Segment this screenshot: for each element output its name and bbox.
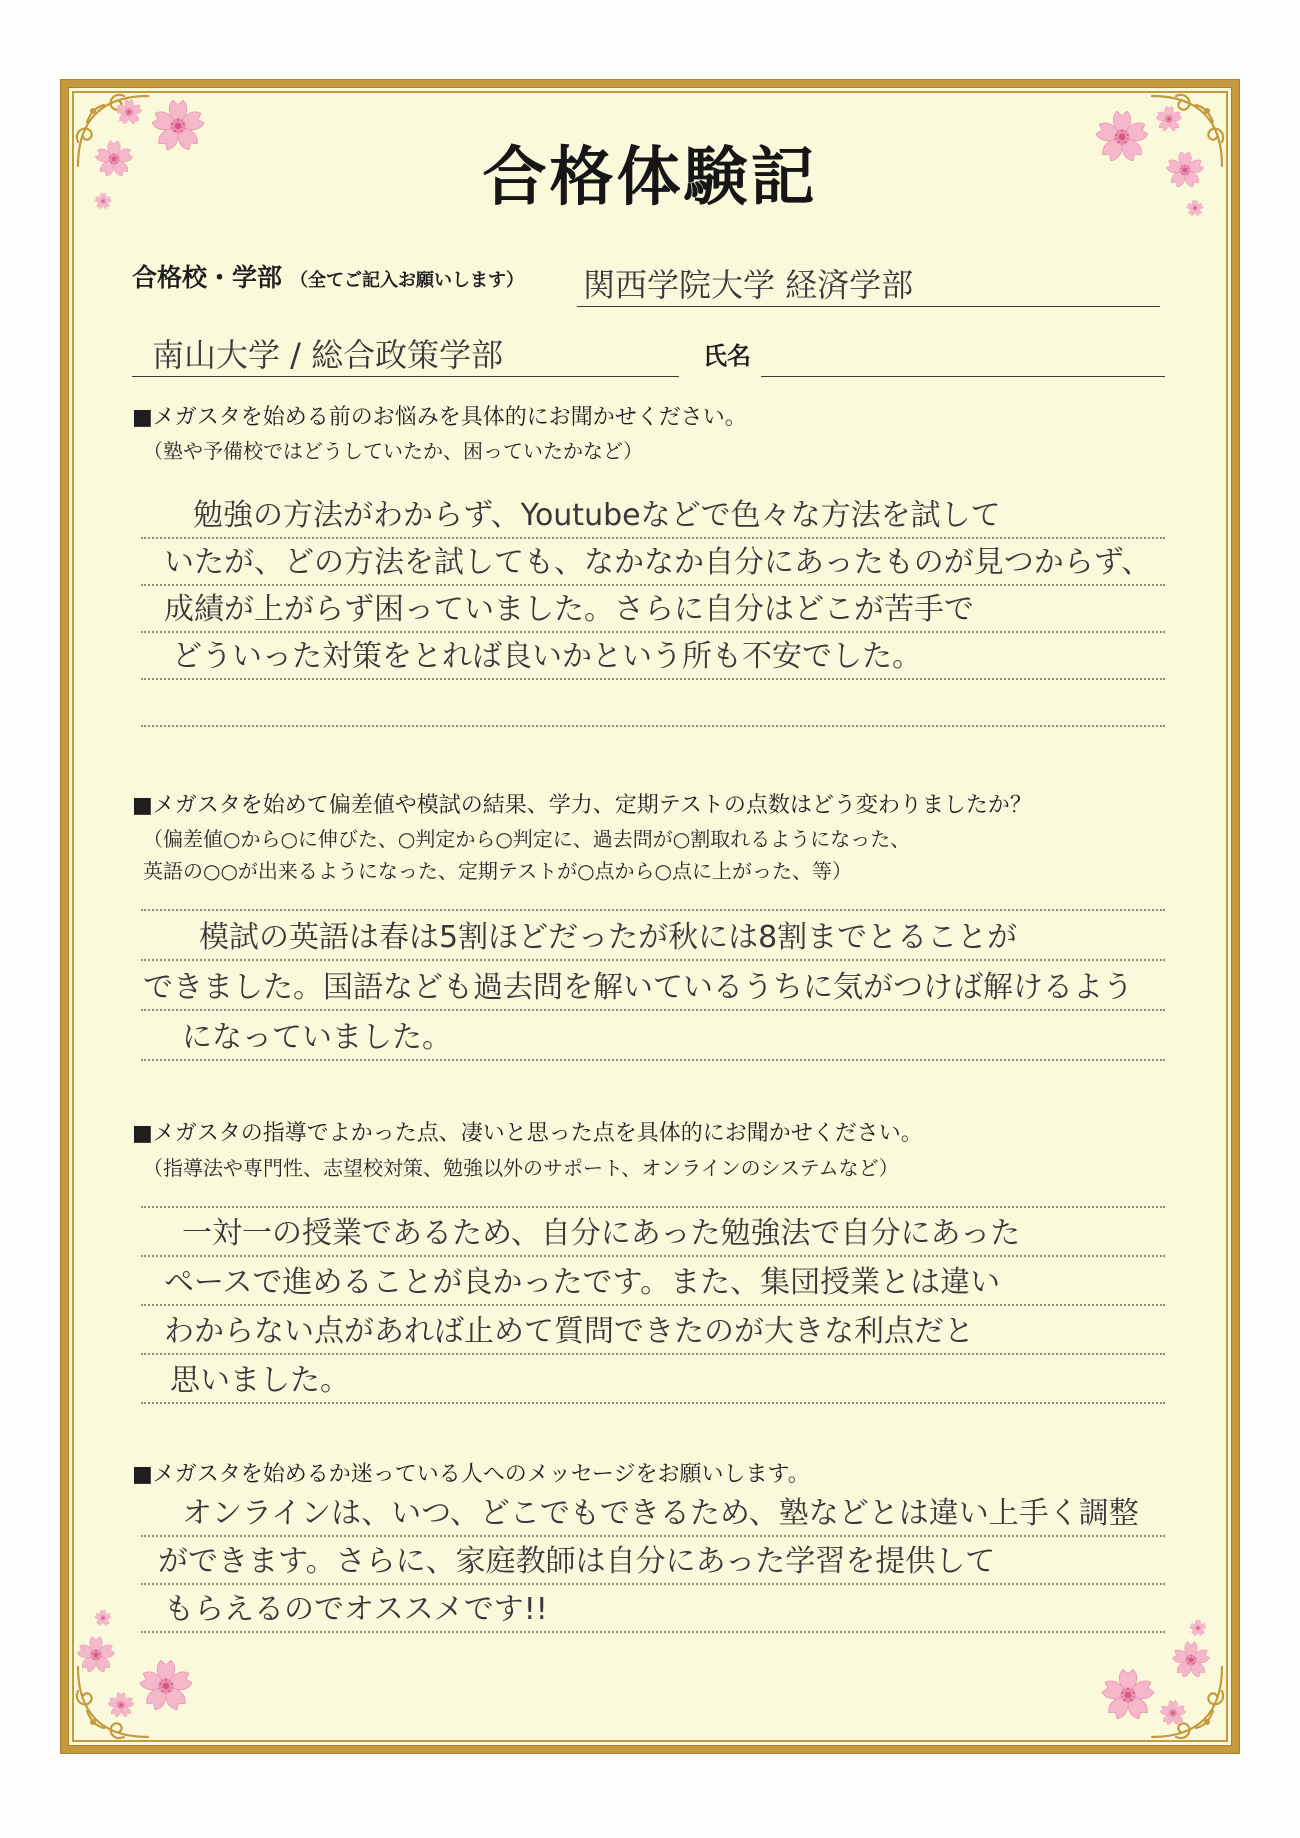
answer-line-blank bbox=[141, 861, 1165, 911]
answer-text: 成績が上がらず困っていました。さらに自分はどこが苦手で bbox=[164, 592, 974, 627]
section-hint: （塾や予備校ではどうしていたか、困っていたかなど） bbox=[143, 439, 643, 463]
answer-text: いたが、どの方法を試しても、なかなか自分にあったものが見つからず、 bbox=[164, 545, 1152, 580]
answer-text: になっていました。 bbox=[182, 1020, 452, 1055]
answer-line bbox=[141, 1585, 1165, 1633]
school-field-1 bbox=[577, 263, 1160, 307]
answer-line bbox=[141, 961, 1165, 1011]
section-heading: ■メガスタを始めて偏差値や模試の結果、学力、定期テストの点数はどう変わりましたか？ bbox=[132, 793, 1032, 818]
name-field bbox=[761, 333, 1165, 377]
page-title: 合格体験記 bbox=[482, 140, 818, 215]
section-heading: ■メガスタを始める前のお悩みを具体的にお聞かせください。 bbox=[132, 405, 747, 430]
section-hints bbox=[143, 435, 643, 467]
answer-lines bbox=[141, 1159, 1165, 1404]
answer-line bbox=[141, 1208, 1165, 1257]
answer-line bbox=[141, 492, 1165, 539]
answer-lines bbox=[141, 492, 1165, 727]
school-label: 合格校・学部 bbox=[132, 263, 283, 292]
section-hint: （指導法や専門性、志望校対策、勉強以外のサポート、オンラインのシステムなど） bbox=[143, 1156, 899, 1180]
answer-text: どういった対策をとれば良いかという所も不安でした。 bbox=[172, 639, 922, 674]
school-note: （全てご記入お願いします） bbox=[290, 270, 525, 291]
answer-line bbox=[141, 586, 1165, 633]
section-heading: ■メガスタを始めるか迷っている人へのメッセージをお願いします。 bbox=[132, 1462, 810, 1487]
name-label: 氏名 bbox=[703, 342, 751, 370]
answer-text: 模試の英語は春は5割ほどだったが秋には8割までとることが bbox=[199, 920, 1018, 955]
answer-line bbox=[141, 633, 1165, 680]
answer-line-blank bbox=[141, 680, 1165, 727]
answer-line bbox=[141, 1257, 1165, 1306]
answer-line bbox=[141, 911, 1165, 961]
answer-text: 勉強の方法がわからず、Youtubeなどで色々な方法を試して bbox=[193, 498, 1001, 533]
section-heading: ■メガスタの指導でよかった点、凄いと思った点を具体的にお聞かせください。 bbox=[132, 1121, 923, 1146]
answer-line bbox=[141, 539, 1165, 586]
answer-text: もらえるのでオススメです!! bbox=[164, 1592, 548, 1627]
answer-lines bbox=[141, 1489, 1165, 1633]
section-hint: 英語の○○が出来るようになった、定期テストが○点から○点に上がった、等） bbox=[143, 859, 853, 883]
school-label-row bbox=[132, 263, 524, 296]
answer-text: 思いました。 bbox=[170, 1363, 350, 1398]
answer-line bbox=[141, 1306, 1165, 1355]
section-hint: （偏差値○から○に伸びた、○判定から○判定に、過去問が○割取れるようになった、 bbox=[143, 827, 911, 851]
answer-text: オンラインは、いつ、どこでもできるため、塾などとは違い上手く調整 bbox=[182, 1496, 1139, 1531]
answer-line-blank bbox=[141, 1159, 1165, 1208]
answer-line bbox=[141, 1537, 1165, 1585]
answer-line bbox=[141, 1355, 1165, 1404]
school-entry: 関西学院大学 経済学部 bbox=[583, 266, 914, 304]
answer-text: 一対一の授業であるため、自分にあった勉強法で自分にあった bbox=[182, 1216, 1021, 1251]
answer-text: ペースで進めることが良かったです。また、集団授業とは違い bbox=[164, 1265, 1001, 1300]
answer-line bbox=[141, 1489, 1165, 1537]
answer-lines bbox=[141, 861, 1165, 1061]
answer-text: ができます。さらに、家庭教師は自分にあった学習を提供して bbox=[158, 1544, 996, 1579]
answer-text: できました。国語なども過去問を解いているうちに気がつけば解けるよう bbox=[143, 970, 1133, 1005]
school-field-2 bbox=[132, 333, 679, 377]
school-entry: 南山大学 / 総合政策学部 bbox=[152, 336, 504, 374]
answer-line bbox=[141, 1011, 1165, 1061]
answer-text: わからない点があれば止めて質問できたのが大きな利点だと bbox=[164, 1314, 974, 1349]
